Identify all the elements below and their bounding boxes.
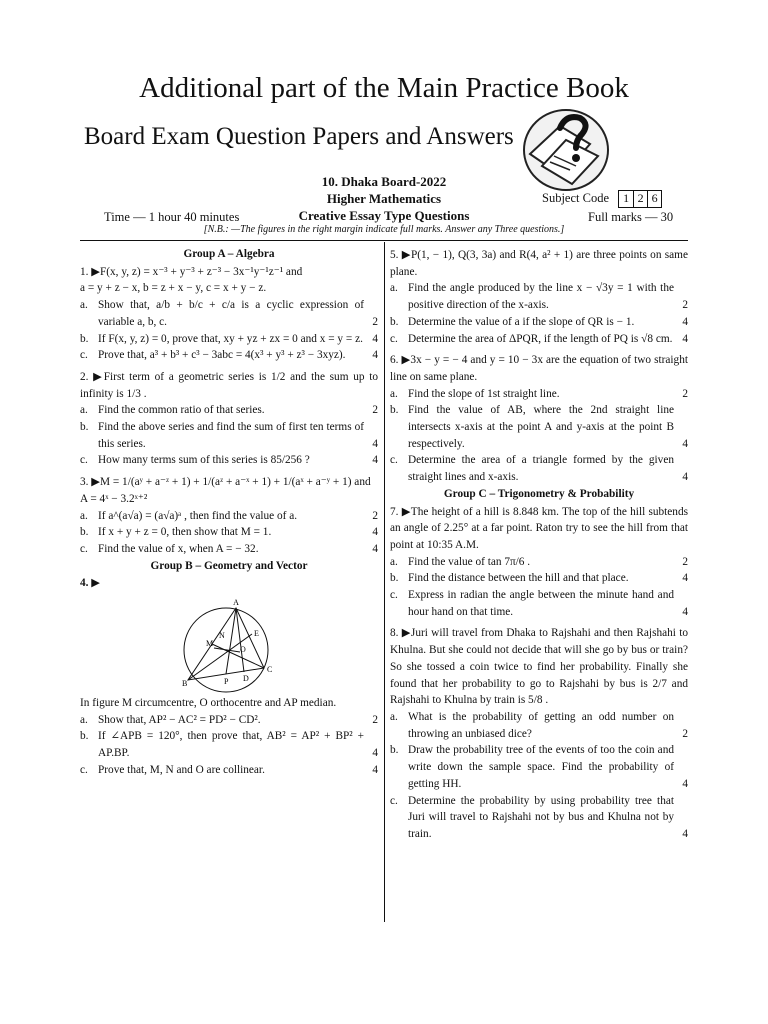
left-column [80, 246, 378, 779]
code-digit: 2 [633, 191, 647, 207]
question-6b: b. Find the value of AB, where the 2nd straight line intersects x-axis at the point A and y-axis at the point B respectively. 4 [390, 402, 688, 452]
question-4a: a. Show that, AP² − AC² = PD² − CD². 2 [80, 712, 378, 729]
marks: 4 [372, 437, 378, 450]
marks: 2 [682, 387, 688, 400]
fig-label-c: C [267, 665, 273, 675]
page-title: Additional part of the Main Practice Book [139, 72, 629, 104]
question-6a: a. Find the slope of 1st straight line. 2 [390, 386, 688, 403]
fig-label-m: M [206, 639, 214, 649]
marks: 2 [372, 404, 378, 417]
marks: 4 [372, 747, 378, 760]
marks: 4 [682, 437, 688, 450]
fig-label-o: O [240, 645, 246, 655]
fig-label-b: B [182, 679, 188, 689]
marks: 4 [372, 526, 378, 539]
marks: 2 [682, 299, 688, 312]
question-3b: b. If x + y + z = 0, then show that M = 1. 4 [80, 524, 378, 541]
question-7b: b. Find the distance between the hill and that place. 4 [390, 570, 688, 587]
subject-code [542, 190, 662, 208]
question-7c: c. Express in radian the angle between the minute hand and hour hand on that time. 4 [390, 587, 688, 620]
question-1a: a. Show that, a/b + b/c + c/a is a cyclic expression of variable a, b, c. 2 [80, 297, 378, 330]
marks: 4 [372, 349, 378, 362]
question-4b: b. If ∠APB = 120°, then prove that, AB² = AP² + BP² + AP.BP. 4 [80, 728, 378, 761]
fig-label-n: N [219, 631, 225, 641]
question-4-text: In figure M circumcentre, O orthocentre and AP median. [80, 697, 337, 710]
marks: 2 [682, 727, 688, 740]
marks: 4 [682, 605, 688, 618]
question-3-line: A = 4ˣ − 3.2ˣ⁺² [80, 492, 148, 505]
question-5c: c. Determine the area of ΔPQR, if the length of PQ is √8 cm. 4 [390, 331, 688, 348]
question-2b: b. Find the above series and find the sum of first ten terms of this series. 4 [80, 419, 378, 452]
marks: 2 [682, 555, 688, 568]
header-rule [80, 240, 688, 241]
question-2-stem: 2. ▶First term of a geometric series is 1/2 and the sum up to infinity is 1/3 . [80, 370, 378, 400]
group-a-heading: Group A – Algebra [183, 248, 275, 260]
question-3c: c. Find the value of x, when A = − 32. 4 [80, 541, 378, 558]
question-5-stem: 5. ▶P(1, − 1), Q(3, 3a) and R(4, a² + 1) are three points on same plane. [390, 249, 688, 278]
board-heading: 10. Dhaka Board-2022 [321, 174, 447, 189]
question-4-stem: 4. ▶ [80, 577, 100, 590]
time-allowed: Time — 1 hour 40 minutes [104, 210, 240, 224]
question-3a: a. If a^(a√a) = (a√a)ᵃ , then find the value of a. 2 [80, 508, 378, 525]
fig-label-e: E [254, 629, 259, 639]
section-title: Board Exam Question Papers and Answers [84, 123, 514, 150]
question-4c: c. Prove that, M, N and O are collinear. 4 [80, 762, 378, 779]
marks: 4 [372, 454, 378, 467]
instruction-note: [N.B.: —The figures in the right margin indicate full marks. Answer any Three questions.] [203, 224, 565, 235]
full-marks: Full marks — 30 [588, 210, 674, 224]
question-1-stem [80, 264, 378, 297]
question-6c: c. Determine the area of a triangle formed by the given straight lines and x-axis. 4 [390, 452, 688, 485]
question-8b: b. Draw the probability tree of the events of too the coin and write down the sample space. Find the probability of getting HH. 4 [390, 742, 688, 792]
right-column [390, 246, 688, 843]
question-5a: a. Find the angle produced by the line x − √3y = 1 with the positive direction of the x-axis. 2 [390, 280, 688, 313]
fig-label-a: A [233, 598, 239, 608]
question-1-line: a = y + z − x, b = z + x − y, c = x + y − z. [80, 282, 267, 295]
marks: 2 [372, 315, 378, 328]
question-3-stem [80, 474, 378, 507]
question-3-line: 3. ▶M = 1/(aʸ + a⁻ᶻ + 1) + 1/(aᶻ + a⁻ˣ + 1) + 1/(aˣ + a⁻ʸ + 1) and [80, 476, 371, 489]
question-8a: a. What is the probability of getting an odd number on throwing an unbiased dice? 2 [390, 709, 688, 742]
code-digit: 6 [647, 191, 661, 207]
fig-label-d: D [243, 674, 249, 684]
question-6-stem: 6. ▶3x − y = − 4 and y = 10 − 3x are the equation of two straight line on same plane. [390, 354, 688, 383]
question-7-stem: 7. ▶The height of a hill is 8.848 km. The top of the hill subtends an angle of 2.25° at a far point. Raton try to see the hill from that point at 10:35 A.M. [390, 505, 688, 551]
fig-label-p: P [224, 677, 229, 687]
marks: 4 [682, 572, 688, 585]
paper-type-heading: Creative Essay Type Questions [298, 208, 470, 223]
question-8c: c. Determine the probability by using probability tree that Juri will travel to Rajshahi not by bus and Khulna not by train. 4 [390, 793, 688, 843]
marks: 2 [372, 509, 378, 522]
marks: 4 [682, 777, 688, 790]
question-2a: a. Find the common ratio of that series. 2 [80, 402, 378, 419]
marks: 4 [682, 332, 688, 345]
subject-code-box [618, 190, 662, 208]
question-7a: a. Find the value of tan 7π/6 . 2 [390, 554, 688, 571]
marks: 4 [372, 332, 378, 345]
geometry-figure [164, 596, 294, 694]
marks: 4 [372, 763, 378, 776]
group-b-heading: Group B – Geometry and Vector [150, 559, 308, 572]
question-1c: c. Prove that, a³ + b³ + c³ − 3abc = 4(x³ + y³ + z³ − 3xyz). 4 [80, 347, 378, 364]
question-2c: c. How many terms sum of this series is 85/256 ? 4 [80, 452, 378, 469]
group-c-heading: Group C – Trigonometry & Probability [443, 487, 635, 500]
marks: 4 [372, 542, 378, 555]
marks: 4 [682, 471, 688, 484]
question-1b: b. If F(x, y, z) = 0, prove that, xy + yz + zx = 0 and x = y = z. 4 [80, 331, 378, 348]
subject-code-label: Subject Code [542, 190, 610, 205]
marks: 2 [372, 713, 378, 726]
subject-heading: Higher Mathematics [326, 191, 442, 206]
column-divider [384, 242, 385, 922]
question-1-line: 1. ▶F(x, y, z) = x⁻³ + y⁻³ + z⁻³ − 3x⁻¹y⁻¹z⁻¹ and [80, 265, 303, 278]
marks: 4 [682, 827, 688, 840]
code-digit: 1 [623, 191, 630, 205]
question-5b: b. Determine the value of a if the slope of QR is − 1. 4 [390, 314, 688, 331]
question-8-stem: 8. ▶Juri will travel from Dhaka to Rajshahi and then Rajshahi to Khulna. But she could not decide that will she go by bus or train? So she tossed a coin twice to find her probability. Finally she found that her probability to go to Rajshahi by bus is 2/7 and Rajshahi to Khulna by train is 5/8 . [390, 627, 688, 707]
marks: 4 [682, 315, 688, 328]
